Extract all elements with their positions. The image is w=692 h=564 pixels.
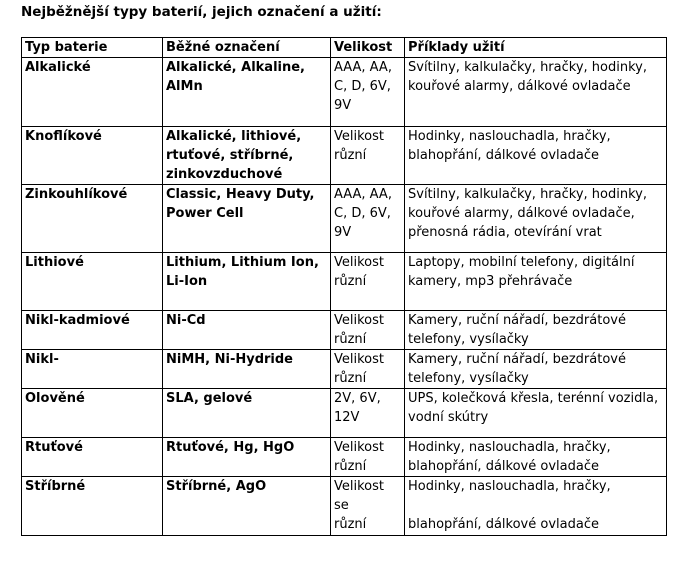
cell-line: Alkalické: [25, 60, 91, 75]
table-row: [22, 477, 667, 536]
cell-line: Laptopy, mobilní telefony, digitální: [408, 255, 635, 270]
cell-size: [331, 58, 405, 127]
cell-battery-type: [22, 127, 163, 185]
cell-line: Kamery, ruční nářadí, bezdrátové: [408, 352, 626, 367]
cell-line: rtuťové, stříbrné,: [166, 148, 294, 163]
cell-line: Rtuťové, Hg, HgO: [166, 440, 295, 455]
cell-line: 12V: [334, 410, 360, 425]
cell-line: Velikost: [334, 313, 384, 328]
cell-line: Olověné: [25, 391, 85, 406]
blank-line: [408, 496, 663, 515]
cell-battery-type: [22, 438, 163, 477]
cell-designation: [163, 127, 331, 185]
cell-line: kouřové alarmy, dálkové ovladače,: [408, 206, 635, 221]
cell-line: 9V: [334, 225, 352, 240]
cell-line: blahopřání, dálkové ovladače: [408, 517, 599, 532]
cell-size: [331, 311, 405, 350]
cell-designation: [163, 389, 331, 438]
cell-designation: [163, 350, 331, 389]
cell-battery-type: [22, 389, 163, 438]
cell-line: NiMH, Ni-Hydride: [166, 352, 293, 367]
table-row: [22, 185, 667, 253]
cell-line: Zinkouhlíkové: [25, 187, 128, 202]
cell-designation: [163, 438, 331, 477]
cell-line: Stříbrné: [25, 479, 86, 494]
cell-size: [331, 438, 405, 477]
cell-line: Svítilny, kalkulačky, hračky, hodinky,: [408, 60, 647, 75]
cell-line: vodní skútry: [408, 410, 489, 425]
cell-line: kouřové alarmy, dálkové ovladače: [408, 79, 631, 94]
document-title: Nejběžnější typy baterií, jejich označení a užití:: [21, 4, 382, 20]
cell-line: Velikost: [334, 352, 384, 367]
cell-uses: [405, 253, 667, 311]
cell-line: AAA, AA,: [334, 187, 392, 202]
battery-table: [21, 37, 667, 536]
cell-uses: [405, 185, 667, 253]
cell-line: Kamery, ruční nářadí, bezdrátové: [408, 313, 626, 328]
cell-line: různí: [334, 371, 367, 386]
cell-line: různí: [334, 459, 367, 474]
header-uses: Příklady užití: [405, 38, 667, 58]
table-row: [22, 350, 667, 389]
cell-line: Ni-Cd: [166, 313, 206, 328]
cell-line: Hodinky, naslouchadla, hračky,: [408, 440, 611, 455]
cell-line: Velikost: [334, 440, 384, 455]
cell-line: různí: [334, 274, 367, 289]
table-body: [22, 58, 667, 536]
cell-line: SLA, gelové: [166, 391, 253, 406]
cell-line: Nikl-: [25, 352, 59, 367]
cell-size: [331, 185, 405, 253]
cell-line: různí: [334, 148, 367, 163]
cell-line: různí: [334, 332, 367, 347]
cell-line: Hodinky, naslouchadla, hračky,: [408, 129, 611, 144]
cell-uses: [405, 58, 667, 127]
cell-line: kamery, mp3 přehrávače: [408, 274, 573, 289]
cell-line: Svítilny, kalkulačky, hračky, hodinky,: [408, 187, 647, 202]
cell-battery-type: [22, 311, 163, 350]
cell-line: blahopřání, dálkové ovladače: [408, 459, 599, 474]
cell-size: [331, 477, 405, 536]
cell-line: telefony, vysílačky: [408, 332, 529, 347]
cell-line: Lithium, Lithium Ion,: [166, 255, 319, 270]
table-row: [22, 311, 667, 350]
cell-line: C, D, 6V,: [334, 206, 391, 221]
cell-battery-type: [22, 185, 163, 253]
cell-size: [331, 253, 405, 311]
cell-line: Rtuťové: [25, 440, 83, 455]
cell-line: Nikl-kadmiové: [25, 313, 130, 328]
cell-line: přenosná rádia, otevírání vrat: [408, 225, 602, 240]
cell-uses: [405, 311, 667, 350]
cell-line: Velikost: [334, 129, 384, 144]
cell-uses: [405, 127, 667, 185]
cell-line: Stříbrné, AgO: [166, 479, 267, 494]
header-battery-type: Typ baterie: [22, 38, 163, 58]
table-row: [22, 127, 667, 185]
cell-uses: [405, 389, 667, 438]
cell-size: [331, 350, 405, 389]
table-header-row: [22, 38, 667, 58]
cell-line: Velikost: [334, 479, 384, 494]
cell-line: Knoflíkové: [25, 129, 102, 144]
cell-size: [331, 389, 405, 438]
table-row: [22, 389, 667, 438]
cell-uses: [405, 350, 667, 389]
table-row: [22, 58, 667, 127]
cell-battery-type: [22, 477, 163, 536]
header-designation: Běžné označení: [163, 38, 331, 58]
cell-line: 2V, 6V,: [334, 391, 381, 406]
cell-line: telefony, vysílačky: [408, 371, 529, 386]
cell-designation: [163, 185, 331, 253]
cell-line: Power Cell: [166, 206, 244, 221]
cell-line: Lithiové: [25, 255, 84, 270]
cell-battery-type: [22, 350, 163, 389]
cell-size: [331, 127, 405, 185]
cell-uses: [405, 477, 667, 536]
cell-designation: [163, 477, 331, 536]
cell-line: blahopřání, dálkové ovladače: [408, 148, 599, 163]
cell-line: se: [334, 498, 349, 513]
cell-line: Alkalické, lithiové,: [166, 129, 302, 144]
cell-line: zinkovzduchové: [166, 167, 283, 182]
cell-line: Hodinky, naslouchadla, hračky,: [408, 479, 611, 494]
table-row: [22, 253, 667, 311]
cell-line: Classic, Heavy Duty,: [166, 187, 315, 202]
cell-line: C, D, 6V,: [334, 79, 391, 94]
cell-line: různí: [334, 517, 367, 532]
cell-designation: [163, 58, 331, 127]
cell-line: Velikost: [334, 255, 384, 270]
cell-line: AlMn: [166, 79, 203, 94]
cell-designation: [163, 311, 331, 350]
cell-line: Li-Ion: [166, 274, 208, 289]
header-size: Velikost: [331, 38, 405, 58]
cell-designation: [163, 253, 331, 311]
table-row: [22, 438, 667, 477]
cell-battery-type: [22, 58, 163, 127]
cell-battery-type: [22, 253, 163, 311]
cell-uses: [405, 438, 667, 477]
cell-line: AAA, AA,: [334, 60, 392, 75]
cell-line: 9V: [334, 98, 352, 113]
cell-line: Alkalické, Alkaline,: [166, 60, 305, 75]
cell-line: UPS, kolečková křesla, terénní vozidla,: [408, 391, 659, 406]
